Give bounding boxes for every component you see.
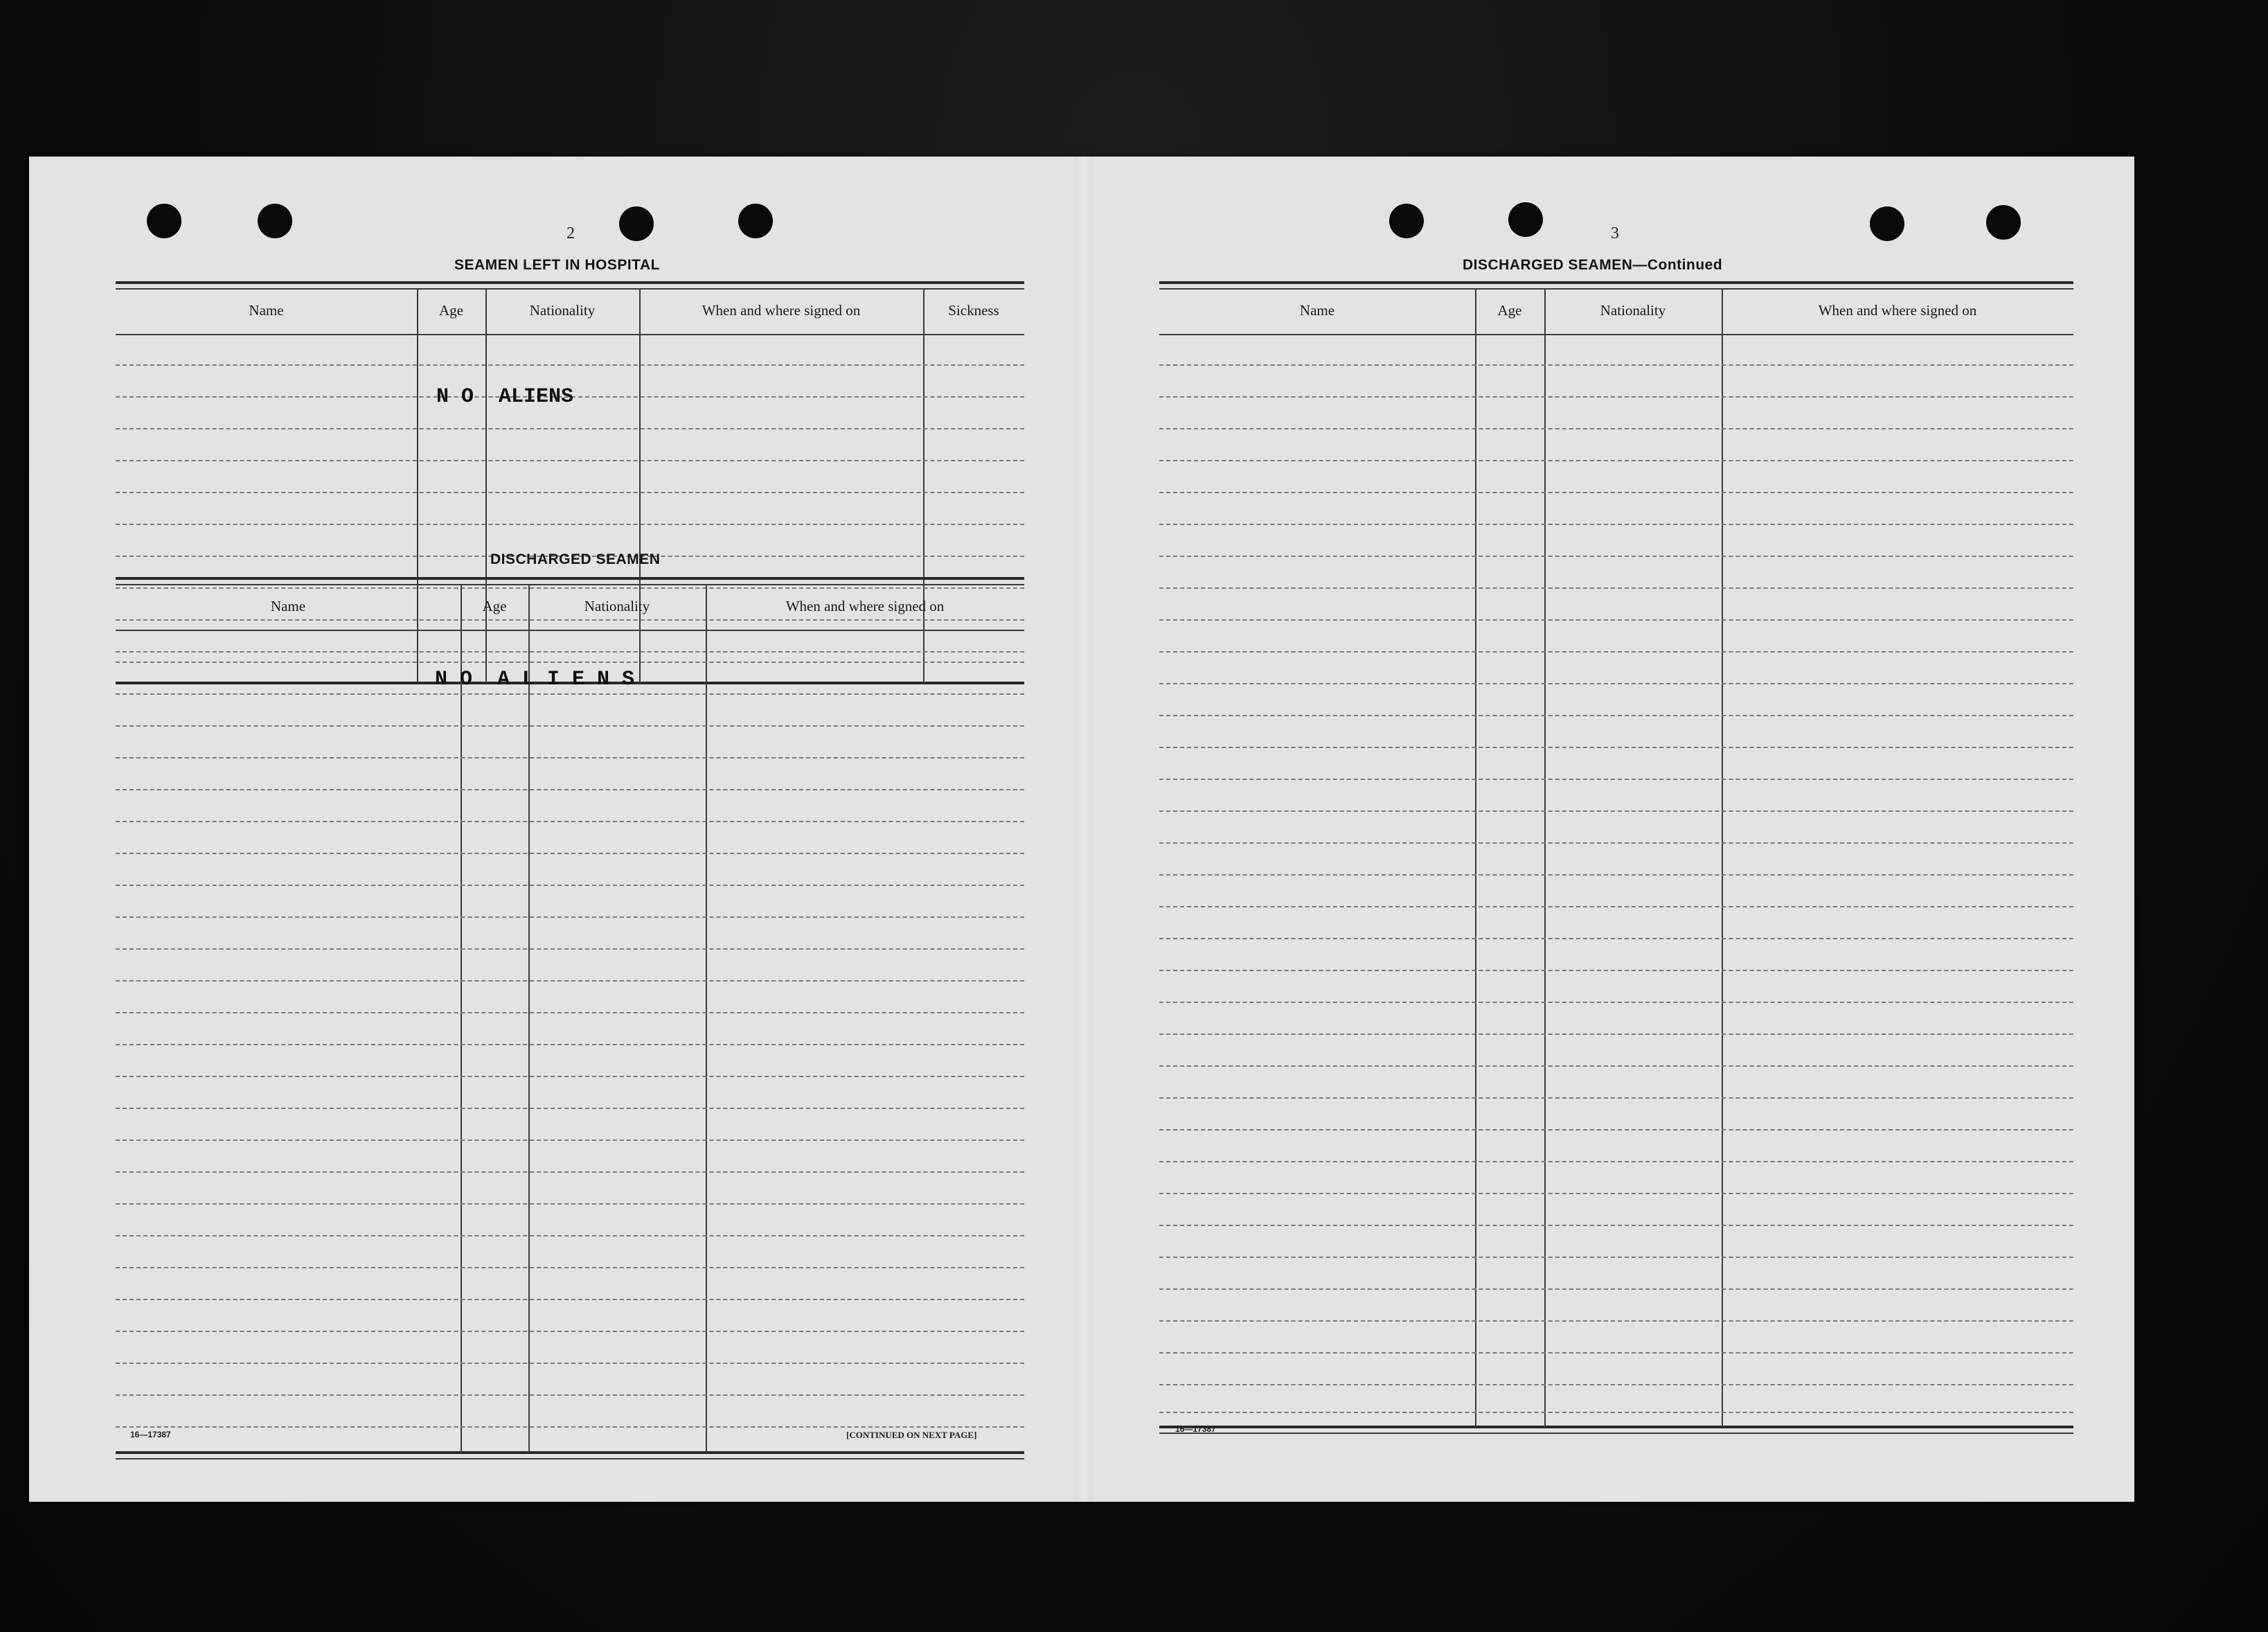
continued-note: [CONTINUED ON NEXT PAGE] bbox=[846, 1430, 977, 1440]
col-header-signed-on: When and where signed on bbox=[702, 302, 861, 319]
col-header-nationality: Nationality bbox=[584, 598, 650, 614]
no-aliens-stamp-hospital: N O ALIENS bbox=[436, 385, 574, 409]
punch-hole bbox=[738, 204, 773, 238]
punch-hole bbox=[619, 206, 654, 241]
col-header-age: Age bbox=[439, 302, 463, 319]
col-header-age: Age bbox=[482, 598, 507, 614]
punch-hole bbox=[258, 204, 292, 238]
col-header-nationality: Nationality bbox=[1600, 302, 1666, 319]
form-number-right: 16—17387 bbox=[1175, 1424, 1216, 1434]
document-sheet bbox=[29, 157, 2134, 1502]
col-header-signed-on: When and where signed on bbox=[785, 598, 945, 614]
col-header-name: Name bbox=[1299, 302, 1335, 319]
page-number-right: 3 bbox=[1611, 224, 1619, 242]
col-header-nationality: Nationality bbox=[529, 302, 596, 319]
punch-hole bbox=[1870, 206, 1904, 241]
section-title-discharged: DISCHARGED SEAMEN bbox=[490, 551, 661, 567]
col-header-signed-on: When and where signed on bbox=[1818, 302, 1977, 319]
punch-hole bbox=[147, 204, 181, 238]
punch-hole bbox=[1986, 205, 2021, 240]
discharged-table-right bbox=[1159, 281, 2073, 1448]
col-header-name: Name bbox=[270, 598, 306, 614]
col-header-sickness: Sickness bbox=[948, 302, 999, 319]
col-header-age: Age bbox=[1497, 302, 1522, 319]
punch-hole bbox=[1389, 204, 1424, 238]
page-fold bbox=[1075, 157, 1093, 1502]
form-number-left: 16—17387 bbox=[130, 1430, 171, 1439]
section-title-hospital: SEAMEN LEFT IN HOSPITAL bbox=[454, 257, 660, 273]
punch-hole bbox=[1508, 202, 1543, 237]
page-number-left: 2 bbox=[566, 224, 575, 242]
no-aliens-stamp-discharged: N O A L I E N S bbox=[435, 668, 635, 691]
discharged-table-left bbox=[116, 577, 1024, 1471]
col-header-name: Name bbox=[249, 302, 284, 319]
section-title-discharged-continued: DISCHARGED SEAMEN—Continued bbox=[1463, 257, 1723, 273]
